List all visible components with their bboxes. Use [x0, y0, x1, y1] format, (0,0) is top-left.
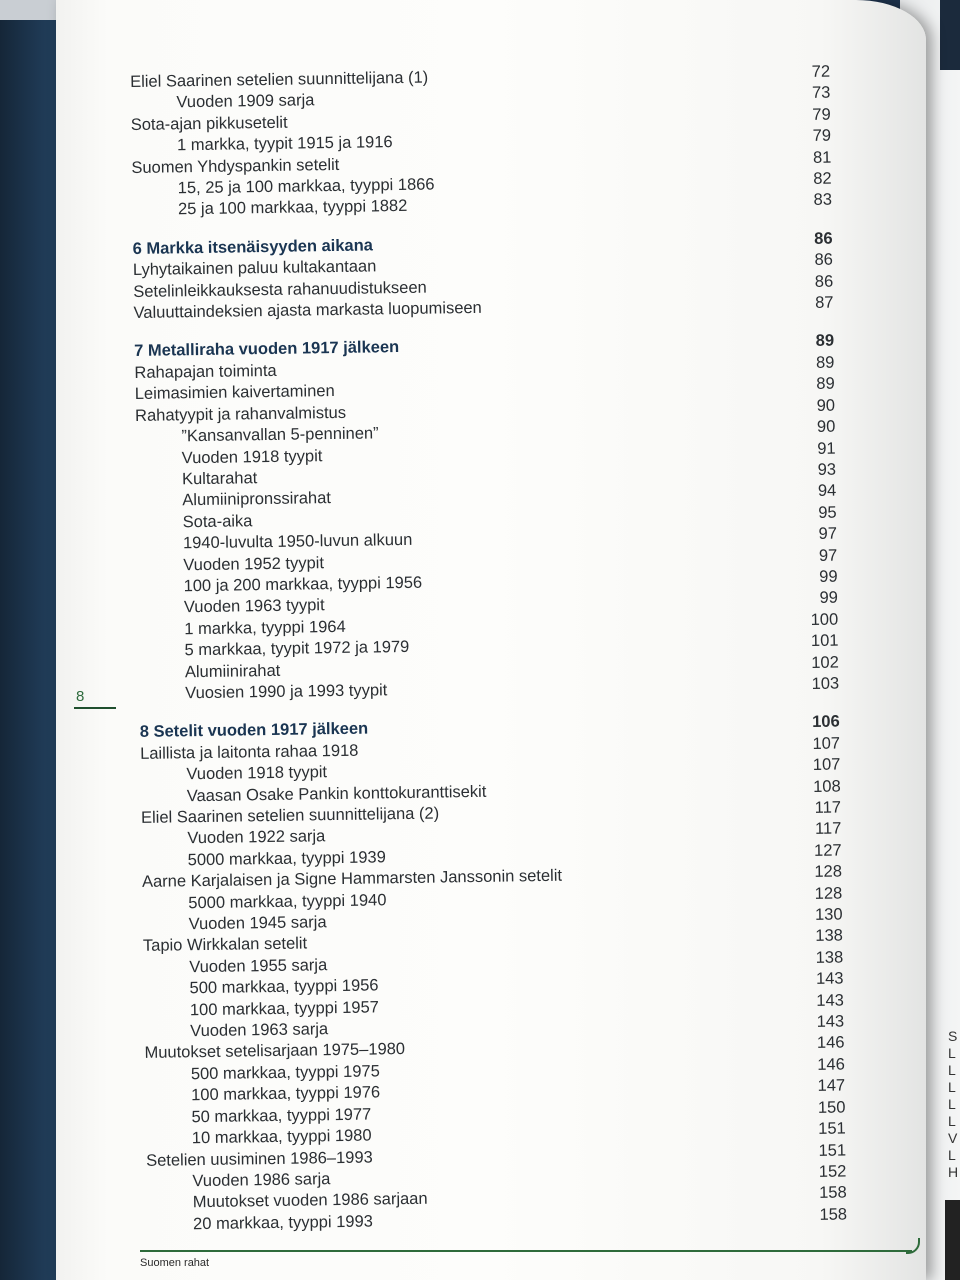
entry-title: 500 markkaa, tyyppi 1956 — [189, 976, 379, 998]
entry-page-number: 151 — [818, 1119, 846, 1138]
footer-rule-curve — [906, 1238, 920, 1254]
entry-title: 5000 markkaa, tyyppi 1939 — [187, 848, 386, 870]
adjacent-page-letter: L — [948, 1147, 956, 1163]
entry-title: Vuoden 1945 sarja — [188, 913, 327, 934]
entry-page-number: 86 — [814, 250, 833, 270]
entry-title: 6 Markka itsenäisyyden aikana — [132, 236, 374, 258]
entry-title: Lyhytaikainen paluu kultakantaan — [132, 257, 377, 280]
entry-page-number: 103 — [811, 674, 840, 693]
entry-page-number: 151 — [818, 1140, 847, 1160]
entry-page-number: 81 — [812, 148, 832, 167]
toc-section — [130, 62, 832, 222]
entry-title: Sota-aika — [182, 511, 253, 531]
entry-page-number: 99 — [819, 588, 839, 608]
entry-title: Vuoden 1963 sarja — [190, 1020, 329, 1041]
entry-title: Rahatyypit ja rahanvalmistus — [134, 403, 347, 425]
page-number: 8 — [76, 688, 85, 705]
entry-page-number: 102 — [811, 653, 839, 672]
entry-page-number: 87 — [815, 293, 834, 312]
entry-title: Muutokset vuoden 1986 sarjaan — [192, 1190, 428, 1212]
entry-title: Eliel Saarinen setelien suunnittelijana (1) — [130, 68, 429, 91]
entry-title: 20 markkaa, tyyppi 1993 — [192, 1212, 373, 1233]
entry-page-number: 130 — [814, 905, 843, 924]
entry-title: Vuosien 1990 ja 1993 tyypit — [185, 681, 388, 703]
entry-title: Eliel Saarinen setelien suunnittelijana (2) — [140, 804, 440, 827]
entry-page-number: 82 — [813, 169, 832, 188]
entry-title: 25 ja 100 markkaa, tyyppi 1882 — [177, 197, 408, 219]
entry-page-number: 146 — [817, 1055, 845, 1074]
entry-title: 500 markkaa, tyyppi 1975 — [190, 1062, 380, 1084]
entry-page-number: 79 — [812, 126, 832, 146]
toc-section — [132, 228, 833, 324]
entry-title: 7 Metalliraha vuoden 1917 jälkeen — [134, 338, 400, 361]
entry-page-number: 117 — [814, 798, 842, 817]
entry-title: Vuoden 1952 tyypit — [183, 553, 325, 574]
table-of-contents — [130, 62, 847, 1253]
entry-title: Muutokset setelisarjaan 1975–1980 — [144, 1040, 406, 1063]
entry-page-number: 108 — [813, 777, 841, 796]
entry-title: 15, 25 ja 100 markkaa, tyyppi 1866 — [177, 175, 435, 198]
entry-page-number: 95 — [818, 503, 837, 522]
entry-page-number: 100 — [810, 610, 839, 629]
entry-page-number: 101 — [810, 631, 839, 651]
entry-page-number: 97 — [818, 524, 838, 543]
entry-page-number: 73 — [811, 84, 831, 103]
entry-page-number: 143 — [816, 1012, 845, 1031]
entry-page-number: 90 — [816, 396, 836, 415]
entry-title: Setelinleikkauksesta rahanuudistukseen — [133, 278, 427, 301]
entry-page-number: 79 — [812, 105, 831, 124]
entry-title: Vuoden 1922 sarja — [187, 827, 326, 848]
entry-page-number: 106 — [812, 712, 840, 732]
entry-title: Tapio Wirkkalan setelit — [142, 934, 308, 956]
entry-page-number: 138 — [815, 926, 844, 946]
entry-title: 1940-luvulta 1950-luvun alkuun — [182, 530, 413, 553]
toc-section — [134, 331, 839, 705]
entry-page-number: 83 — [813, 191, 833, 210]
entry-title: 1 markka, tyypit 1915 ja 1916 — [176, 133, 393, 155]
entry-page-number: 150 — [817, 1098, 846, 1117]
entry-title: 5000 markkaa, tyyppi 1940 — [188, 890, 387, 912]
entry-title: Alumiinipronssirahat — [182, 489, 332, 510]
toc-section — [140, 712, 848, 1236]
adjacent-page-shadow-bottom — [945, 1200, 960, 1280]
footer-rule — [140, 1250, 912, 1252]
book-page — [56, 0, 926, 1280]
entry-title: 50 markkaa, tyyppi 1977 — [191, 1105, 372, 1126]
adjacent-page-letter: L — [948, 1096, 956, 1112]
adjacent-page-letter: L — [948, 1062, 956, 1078]
entry-title: 1 markka, tyyppi 1964 — [184, 617, 346, 639]
adjacent-page-text-fragments — [948, 1028, 960, 1181]
entry-title: 100 ja 200 markkaa, tyyppi 1956 — [183, 573, 423, 596]
entry-page-number: 86 — [814, 272, 834, 291]
entry-page-number: 128 — [814, 862, 843, 882]
entry-page-number: 138 — [815, 948, 844, 967]
adjacent-page-letter: L — [948, 1045, 956, 1061]
entry-title: 100 markkaa, tyyppi 1976 — [191, 1083, 381, 1105]
entry-title: 5 markkaa, tyypit 1972 ja 1979 — [184, 638, 410, 660]
adjacent-page-letter: S — [948, 1028, 958, 1044]
adjacent-page-letter: H — [948, 1164, 959, 1180]
entry-title: Rahapajan toiminta — [134, 361, 277, 382]
entry-page-number: 93 — [817, 460, 837, 479]
entry-title: Suomen Yhdyspankin setelit — [131, 155, 340, 177]
entry-page-number: 143 — [816, 991, 844, 1010]
adjacent-page-letter: V — [948, 1130, 958, 1146]
entry-title: 10 markkaa, tyyppi 1980 — [191, 1126, 372, 1148]
entry-title: Vuoden 1986 sarja — [192, 1170, 331, 1191]
entry-title: 8 Setelit vuoden 1917 jälkeen — [139, 719, 369, 742]
entry-page-number: 128 — [814, 884, 843, 903]
entry-page-number: 158 — [819, 1205, 848, 1224]
entry-page-number: 72 — [811, 62, 831, 81]
entry-title: Valuuttaindeksien ajasta markasta luopumiseen — [133, 298, 482, 323]
entry-page-number: 146 — [816, 1033, 845, 1053]
running-footer: Suomen rahat — [140, 1257, 210, 1269]
entry-title: Sota-ajan pikkusetelit — [130, 113, 288, 134]
entry-title: Aarne Karjalaisen ja Signe Hammarsten Janssonin setelit — [141, 866, 563, 892]
entry-page-number: 89 — [816, 374, 835, 394]
entry-title: Kultarahat — [181, 469, 258, 489]
entry-title: Leimasimien kaivertaminen — [134, 382, 335, 404]
entry-title: Vuoden 1955 sarja — [189, 956, 328, 977]
entry-page-number: 117 — [814, 819, 842, 839]
entry-title: ”Kansanvallan 5-penninen” — [181, 424, 379, 446]
entry-page-number: 97 — [818, 546, 838, 565]
entry-title: Vaasan Osake Pankin konttokuranttisekit — [186, 782, 487, 805]
entry-page-number: 99 — [819, 567, 838, 586]
entry-page-number: 147 — [817, 1076, 846, 1096]
book-cover-edge — [0, 0, 60, 1280]
entry-page-number: 107 — [812, 755, 841, 775]
entry-title: Vuoden 1918 tyypit — [181, 446, 323, 467]
entry-page-number: 152 — [818, 1162, 847, 1181]
entry-title: 100 markkaa, tyyppi 1957 — [189, 998, 379, 1019]
entry-title: Vuoden 1963 tyypit — [183, 596, 325, 617]
entry-page-number: 89 — [815, 332, 835, 351]
entry-title: Vuoden 1918 tyypit — [186, 763, 328, 784]
cover-edge-highlight — [0, 0, 56, 20]
entry-page-number: 107 — [812, 734, 841, 753]
entry-title: Alumiinirahat — [184, 661, 281, 681]
entry-page-number: 90 — [816, 417, 836, 436]
entry-page-number: 89 — [815, 353, 835, 372]
page-number-rule — [74, 707, 116, 709]
entry-page-number: 143 — [815, 969, 844, 989]
entry-title: Laillista ja laitonta rahaa 1918 — [139, 741, 359, 763]
entry-page-number: 86 — [814, 229, 833, 248]
entry-page-number: 94 — [817, 481, 837, 501]
adjacent-page-shadow-top — [940, 0, 960, 70]
entry-page-number: 158 — [819, 1183, 847, 1203]
entry-page-number: 127 — [813, 841, 842, 860]
entry-title: Setelien uusiminen 1986–1993 — [146, 1148, 373, 1170]
adjacent-page-letter: L — [948, 1079, 956, 1095]
adjacent-page-letter: L — [948, 1113, 956, 1129]
entry-title: Vuoden 1909 sarja — [176, 91, 315, 112]
entry-page-number: 91 — [817, 439, 836, 458]
